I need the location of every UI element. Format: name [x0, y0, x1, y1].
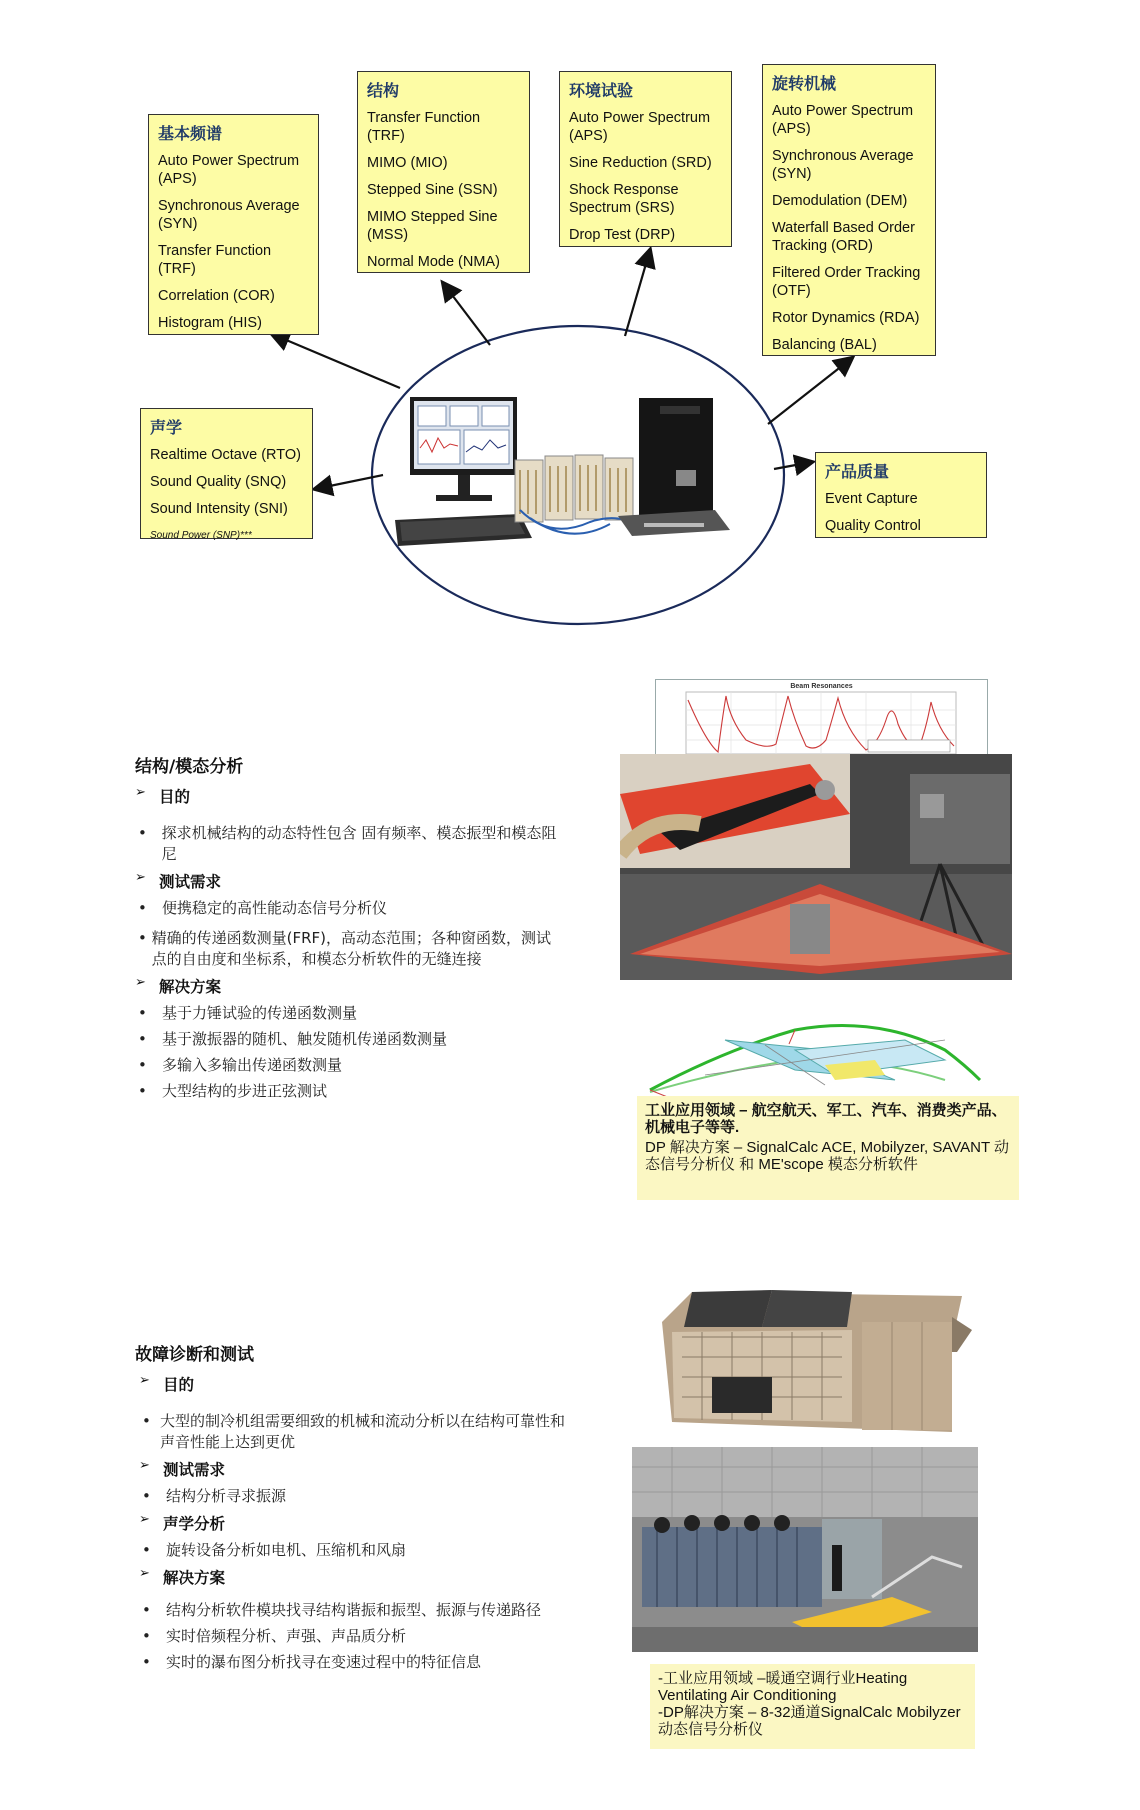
box-item: Sound Quality (SNQ)	[150, 474, 287, 490]
box-item: Sound Intensity (SNI)	[150, 501, 288, 517]
box-item: Demodulation (DEM)	[772, 193, 908, 209]
box-item: Balancing (BAL)	[772, 337, 877, 353]
section1-application-note	[637, 1096, 1019, 1200]
box-item: Rotor Dynamics (RDA)	[772, 310, 920, 326]
bullet-item: • 大型的制冷机组需要细致的机械和流动分析以在结构可靠性和声音性能上达到更优	[142, 1412, 566, 1451]
bullet-item: • 大型结构的步进正弦测试	[138, 1082, 328, 1100]
box-item: Drop Test (DRP)	[569, 227, 676, 243]
box-item: Quality Control	[825, 518, 921, 534]
bullet-item: • 实时的瀑布图分析找寻在变速过程中的特征信息	[142, 1653, 482, 1671]
note-solution: -DP解决方案 – 8-32通道SignalCalc Mobilyzer 动态信号分析仪	[658, 1704, 961, 1738]
note-industry: 工业应用领域 – 航空航天、军工、汽车、消费类产品、机械电子等等.	[645, 1102, 1007, 1136]
bullet-item: • 旋转设备分析如电机、压缩机和风扇	[142, 1541, 407, 1559]
section-title: 故障诊断和测试	[135, 1345, 254, 1365]
box-item: Histogram (HIS)	[158, 315, 262, 331]
block-heading: ➢ 目的	[139, 1373, 195, 1394]
box-item: Synchronous Average (SYN)	[158, 198, 300, 232]
box-header: 产品质量	[825, 462, 890, 481]
rooftop-unit-photo	[632, 1447, 978, 1652]
hammer-test-photo	[620, 754, 1012, 980]
box-item: Correlation (COR)	[158, 288, 275, 304]
plot-title: Beam Resonances	[790, 683, 853, 690]
box-item: Filtered Order Tracking (OTF)	[772, 265, 921, 299]
box-item: Transfer Function (TRF)	[367, 110, 481, 144]
arrow-to-structure	[443, 283, 490, 345]
bullet-item: • 结构分析软件模块找寻结构谐振和振型、振源与传递路径	[142, 1601, 542, 1619]
chiller-unit-photo	[652, 1282, 982, 1438]
bullet-item: • 探求机械结构的动态特性包含 固有频率、模态振型和模态阻尼	[138, 824, 557, 863]
box-item: Shock Response Spectrum (SRS)	[569, 182, 679, 216]
note-industry: -工业应用领域 –暖通空调行业Heating Ventilating Air Conditioning	[658, 1670, 908, 1704]
section-fault-diagnosis	[135, 1340, 565, 1678]
note-solution: DP 解决方案 – SignalCalc ACE, Mobilyzer, SAVANT 动态信号分析仪 和 ME'scope 模态分析软件	[645, 1139, 1010, 1173]
box-quality	[815, 452, 987, 538]
arrow-to-environmental	[625, 250, 650, 336]
box-item: MIMO (MIO)	[367, 155, 448, 171]
box-header: 结构	[367, 81, 400, 100]
box-item-small: Sound Power (SNP)***	[150, 530, 252, 541]
box-item: Waterfall Based Order Tracking (ORD)	[772, 220, 915, 254]
block-heading: ➢ 目的	[135, 785, 191, 806]
box-basic-spectrum	[148, 114, 319, 335]
box-acoustics	[140, 408, 313, 539]
box-item: Realtime Octave (RTO)	[150, 447, 301, 463]
box-header: 声学	[150, 418, 183, 437]
bullet-item: • 结构分析寻求振源	[142, 1487, 287, 1505]
box-item: Event Capture	[825, 491, 918, 507]
block-heading: ➢ 解决方案	[135, 975, 222, 996]
block-heading: ➢ 解决方案	[139, 1566, 226, 1587]
box-item: Auto Power Spectrum (APS)	[158, 153, 300, 187]
section-title: 结构/模态分析	[135, 757, 244, 777]
section-modal-analysis	[135, 752, 565, 1107]
arrow-to-basic-spectrum	[272, 334, 400, 388]
box-environmental	[559, 71, 732, 247]
box-item: Synchronous Average (SYN)	[772, 148, 914, 182]
box-item: Normal Mode (NMA)	[367, 254, 500, 270]
box-item: Stepped Sine (SSN)	[367, 182, 498, 198]
bullet-item: • 基于激振器的随机、触发随机传递函数测量	[138, 1030, 448, 1048]
box-header: 环境试验	[569, 81, 634, 100]
box-item: Auto Power Spectrum (APS)	[772, 103, 914, 137]
box-item: Auto Power Spectrum (APS)	[569, 110, 711, 144]
bullet-item: • 精确的传递函数测量(FRF)，高动态范围；各种窗函数，测试点的自由度和坐标系，和模态分析软件的无缝连接	[138, 929, 551, 968]
box-rotating	[762, 64, 936, 356]
block-heading: ➢ 声学分析	[139, 1512, 226, 1533]
block-heading: ➢ 测试需求	[135, 870, 222, 891]
block-heading: ➢ 测试需求	[139, 1458, 226, 1479]
bullet-item: • 实时倍频程分析、声强、声品质分析	[142, 1627, 407, 1645]
bullet-item: • 多输入多输出传递函数测量	[138, 1056, 343, 1074]
bullet-item: • 便携稳定的高性能动态信号分析仪	[138, 899, 388, 917]
bullet-item: • 基于力锤试验的传递函数测量	[138, 1004, 358, 1022]
box-item: MIMO Stepped Sine (MSS)	[367, 209, 498, 243]
box-item: Sine Reduction (SRD)	[569, 155, 712, 171]
section2-application-note	[650, 1664, 975, 1749]
box-structure	[357, 71, 530, 273]
mode-shape-graphic	[645, 1020, 985, 1100]
box-header: 基本频谱	[158, 124, 223, 143]
box-item: Transfer Function (TRF)	[158, 243, 272, 277]
arrow-to-rotating	[768, 358, 852, 424]
box-header: 旋转机械	[772, 74, 837, 93]
